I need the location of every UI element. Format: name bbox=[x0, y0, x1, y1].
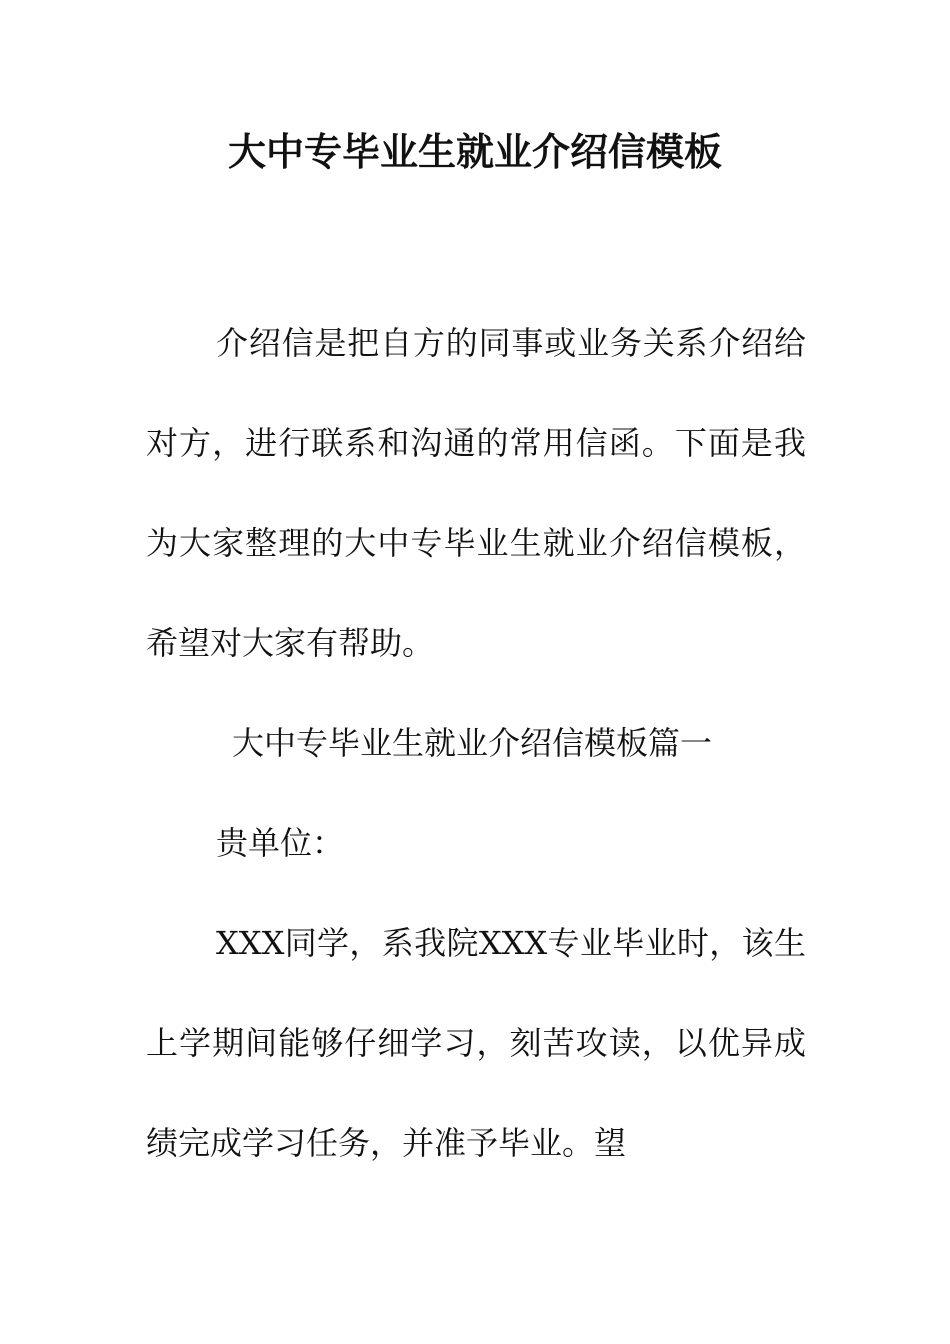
section-heading: 大中专毕业生就业介绍信模板篇一 bbox=[232, 724, 713, 762]
letter-body-paragraph: XXX同学，系我院XXX专业毕业时，该生上学期间能够仔细学习，刻苦攻读，以优异成绩完成学习任务，并准予毕业。望 bbox=[146, 924, 806, 1162]
document-title: 大中专毕业生就业介绍信模板 bbox=[227, 129, 722, 174]
intro-paragraph: 介绍信是把自方的同事或业务关系介绍给对方，进行联系和沟通的常用信函。下面是我为大家整理的大中专毕业生就业介绍信模板，希望对大家有帮助。 bbox=[146, 324, 806, 662]
document-body bbox=[146, 293, 806, 1193]
salutation: 贵单位： bbox=[216, 824, 345, 862]
